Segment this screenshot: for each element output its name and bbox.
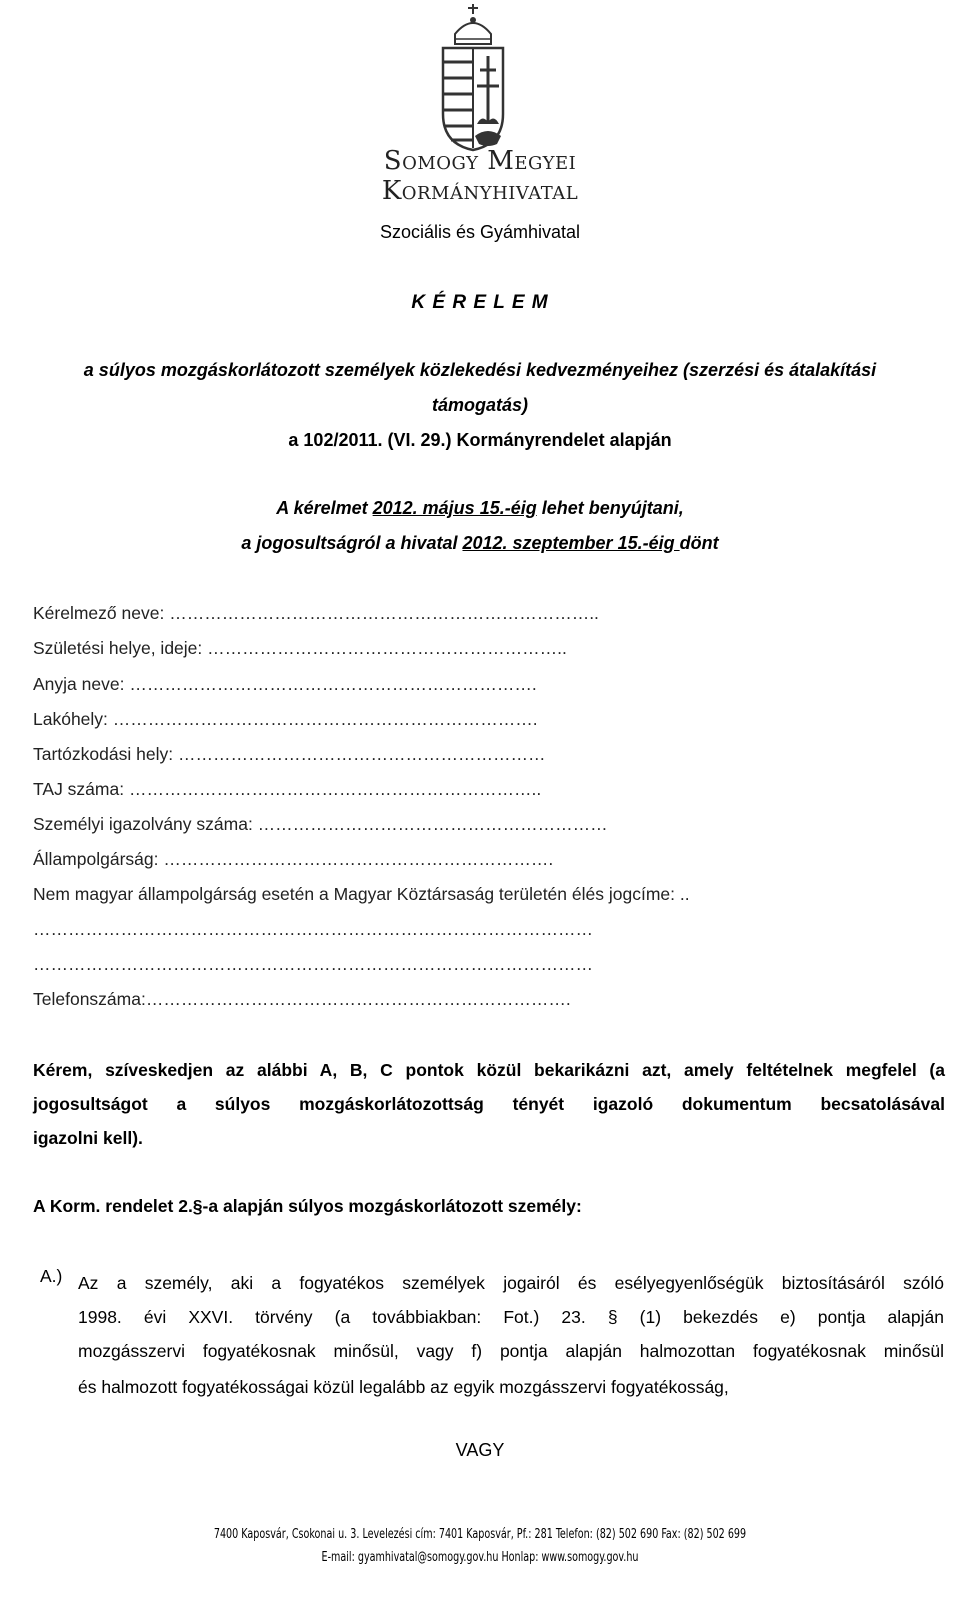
logo-line-1: Somogy Megyei: [383, 146, 577, 176]
field-label: Telefonszáma:: [33, 989, 146, 1009]
item-a-line-4: és halmozott fogyatékosságai közül legalább az egyik mozgásszervi fogyatékosság,: [78, 1377, 729, 1397]
field-residence-title[interactable]: [33, 884, 690, 905]
field-taj-number[interactable]: [33, 779, 541, 800]
field-label: Nem magyar állampolgárság esetén a Magyar Köztársaság területén élés jogcíme: ..: [33, 884, 690, 904]
item-a-line-3: mozgásszervi fogyatékosnak minősül, vagy f) pontja alapján halmozottan fogyatékosnak minősül: [78, 1341, 944, 1361]
coat-of-arms-icon: [437, 4, 509, 152]
field-mother-name[interactable]: [33, 674, 537, 695]
field-applicant-name[interactable]: [33, 603, 599, 624]
field-residence-title-line-3[interactable]: [33, 954, 593, 975]
field-residence[interactable]: [33, 709, 538, 730]
footer-address: 7400 Kaposvár, Csokonai u. 3. Levelezési cím: 7401 Kaposvár, Pf.: 281 Telefon: (82) 502 690 Fax: (82) 502 699: [213, 1527, 747, 1542]
field-blank[interactable]: ……………………………………………………: [257, 814, 608, 834]
deadline-date-submit: 2012. május 15.-éig: [372, 498, 537, 518]
or-separator: VAGY: [455, 1440, 505, 1460]
deadline-date-decision: 2012. szeptember 15.-éig: [462, 533, 680, 553]
instruction-line-2: jogosultságot a súlyos mozgáskorlátozottság tényét igazoló dokumentum becsatolásával: [33, 1094, 945, 1114]
section-heading: A Korm. rendelet 2.§-a alapján súlyos mozgáskorlátozott személy:: [33, 1196, 582, 1216]
field-citizenship[interactable]: [33, 849, 553, 870]
field-blank[interactable]: ……………………………………………………………..: [128, 779, 542, 799]
field-blank[interactable]: ……………………………………………………………….: [112, 709, 538, 729]
field-stay-address[interactable]: [33, 744, 545, 765]
item-a-line-1: Az a személy, aki a fogyatékos személyek jogairól és esélyegyenlőségük biztosításáról szóló: [78, 1273, 944, 1293]
subtitle-line-2: támogatás): [431, 395, 529, 415]
field-label: Anyja neve:: [33, 674, 130, 694]
page-title: K É R E L E M: [411, 292, 549, 313]
deadline-line-2: [0, 533, 960, 554]
subtitle-line-3: a 102/2011. (VI. 29.) Kormányrendelet alapján: [288, 430, 672, 450]
item-a-line-2: 1998. évi XXVI. törvény (a továbbiakban: Fot.) 23. § (1) bekezdés e) pontja alapján: [78, 1307, 944, 1327]
field-blank[interactable]: ……………………………………………………………………………………: [33, 919, 593, 939]
field-phone[interactable]: [33, 989, 571, 1010]
field-blank[interactable]: ……………………………………………………………….: [145, 989, 571, 1009]
deadline-text: A kérelmet: [276, 498, 373, 518]
field-blank[interactable]: ………………………………………………………….: [163, 849, 554, 869]
logo-line-2: Kormányhivatal: [381, 176, 579, 206]
subtitle-line-1: a súlyos mozgáskorlátozott személyek közlekedési kedvezményeihez (szerzési és átalakítási: [83, 360, 877, 380]
field-residence-title-line-2[interactable]: [33, 919, 593, 940]
footer-contact: E-mail: gyamhivatal@somogy.gov.hu Honlap: www.somogy.gov.hu: [321, 1550, 639, 1565]
deadline-text: lehet benyújtani,: [536, 498, 684, 518]
field-blank[interactable]: ……………………………………………………………………………………: [33, 954, 593, 974]
field-id-card-number[interactable]: [33, 814, 608, 835]
deadline-line-1: [0, 498, 960, 519]
instruction-line-3: igazolni kell).: [33, 1128, 143, 1148]
field-blank[interactable]: ……………………………………………………..: [207, 638, 567, 658]
field-blank[interactable]: ………………………………………………………………..: [169, 603, 599, 623]
field-blank[interactable]: ………………………………………………………: [177, 744, 546, 764]
field-label: Lakóhely:: [33, 709, 113, 729]
field-birth-place-date[interactable]: [33, 638, 567, 659]
field-label: Állampolgárság:: [33, 849, 164, 869]
field-label: Születési helye, ideje:: [33, 638, 208, 658]
field-blank[interactable]: …………………………………………………………….: [129, 674, 537, 694]
field-label: Kérelmező neve:: [33, 603, 170, 623]
deadline-text: dönt: [679, 533, 719, 553]
item-a-label[interactable]: A.): [40, 1266, 63, 1286]
field-label: Tartózkodási hely:: [33, 744, 178, 764]
deadline-text: a jogosultságról a hivatal: [241, 533, 463, 553]
instruction-line-1: Kérem, szíveskedjen az alábbi A, B, C pontok közül bekarikázni azt, amely feltételnek megfelel (a: [33, 1060, 945, 1080]
office-name: Szociális és Gyámhivatal: [379, 222, 581, 242]
field-label: Személyi igazolvány száma:: [33, 814, 258, 834]
field-label: TAJ száma:: [33, 779, 129, 799]
